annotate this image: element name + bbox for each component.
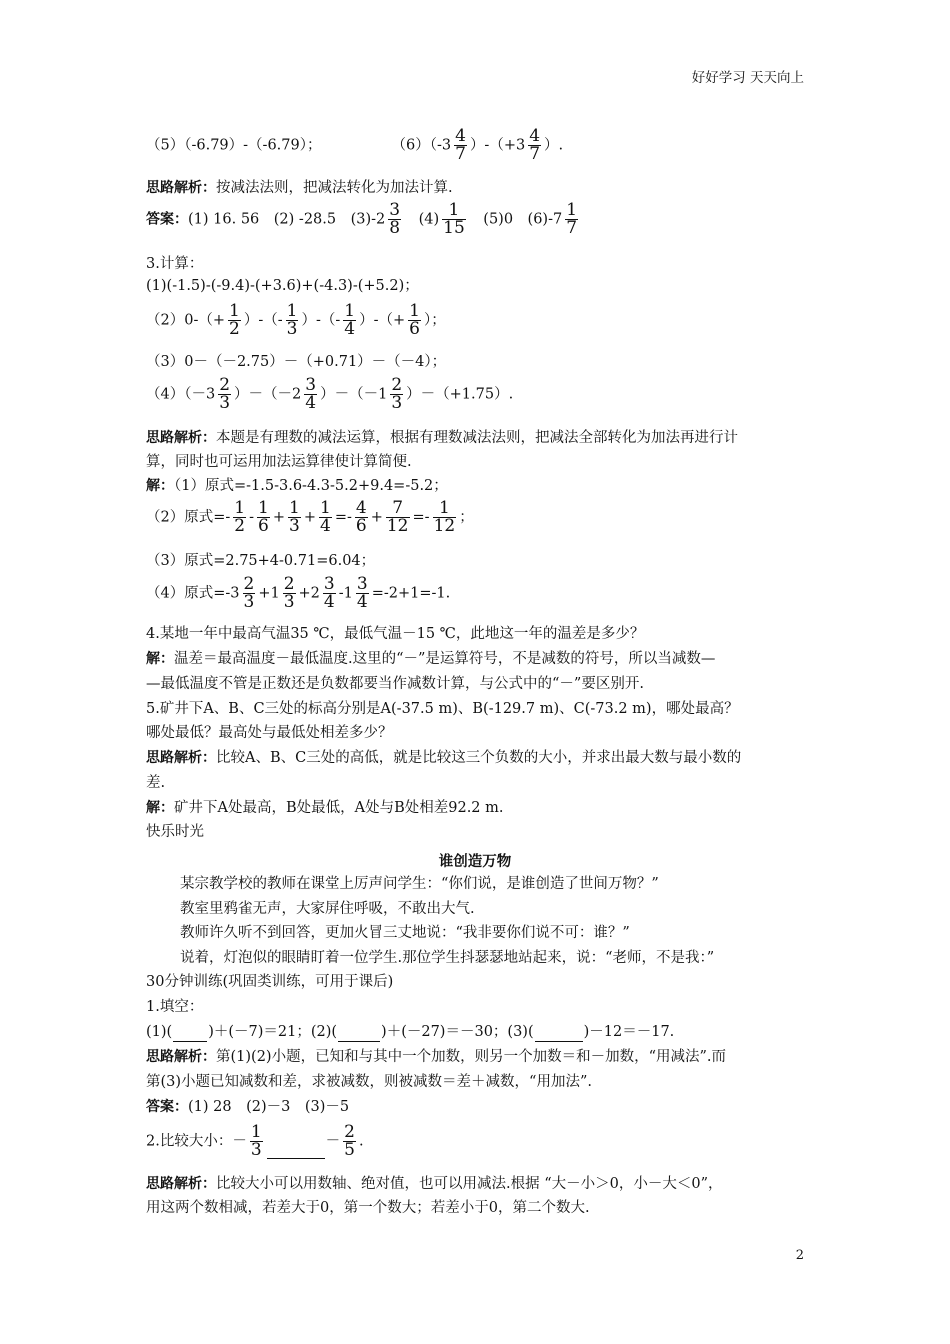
story-paragraph-1: 某宗教学校的教师在课堂上厉声问学生：“你们说，是谁创造了世间万物？” <box>180 876 659 892</box>
analysis-line-cont: 差. <box>146 775 166 791</box>
question-5: 5.矿井下A、B、C三处的标高分别是A(-37.5 m)、B(-129.7 m)、C(-73.2 m)，哪处最高？ <box>146 701 739 717</box>
training-q1-blanks: (1)( )＋(－7)＝21；(2)( )＋(－27)＝－30；(3)( )－12＝－17. <box>146 1024 675 1040</box>
question-3-line-2: （2）0-（+ $\frac{1}{2}$ ）-（- $\frac{1}{3}$ ）-（- $\frac{1}{4}$ ）-（+ $\frac{1}{6}$ ）； <box>146 301 446 339</box>
solution-line: 解：矿井下A处最高，B处最低，A处与B处相差92.2 m. <box>146 800 504 816</box>
section-heading: 快乐时光 <box>146 824 204 840</box>
training-q2: 2.比较大小：－ $\frac{1}{3}$ － $\frac{2}{5}$ . <box>146 1122 364 1160</box>
analysis-line: 思路解析：本题是有理数的减法运算，根据有理数减法法则，把减法全部转化为加法再进行计 <box>146 430 738 446</box>
question-3-title: 3.计算： <box>146 256 204 272</box>
question-4: 4.某地一年中最高气温35 ℃，最低气温－15 ℃，此地这一年的温差是多少？ <box>146 626 645 642</box>
solution-line-3: （3）原式=2.75+4-0.71=6.04； <box>146 553 376 569</box>
question-5-cont: 哪处最低？最高处与最低处相差多少？ <box>146 725 393 741</box>
story-paragraph-2: 教室里鸦雀无声，大家屏住呼吸，不敢出大气. <box>180 901 475 917</box>
story-paragraph-3: 教师许久听不到回答，更加火冒三丈地说：“我非要你们说不可：谁？” <box>180 925 630 941</box>
story-paragraph-4: 说着，灯泡似的眼睛盯着一位学生.那位学生抖瑟瑟地站起来，说：“老师，不是我：” <box>180 950 715 966</box>
solution-line-2: （2）原式=- $\frac{1}{2}$ - $\frac{1}{6}$ + $\frac{1}{3}$ + $\frac{1}{4}$ =- $\frac{4}{6}$ + $\frac{7}{12}$ =- $\frac{1}{12}$ ； <box>146 498 474 536</box>
fraction: $\frac{1}{7}$ <box>566 200 578 238</box>
fraction: $\frac{4}{7}$ <box>529 126 541 164</box>
training-heading: 30分钟训练(巩固类训练，可用于课后) <box>146 974 394 990</box>
solution-line: 解：温差＝最高温度－最低温度.这里的“－”是运算符号，不是减数的符号，所以当减数— <box>146 651 716 667</box>
solution-line-4: （4）原式=-3 $\frac{2}{3}$ +1 $\frac{2}{3}$ +2 $\frac{3}{4}$ -1 $\frac{3}{4}$ =-2+1=-1. <box>146 574 451 612</box>
question-3-line-1: (1)(-1.5)-(-9.4)-(+3.6)+(-4.3)-(+5.2)； <box>146 278 419 294</box>
blank-field[interactable] <box>535 1025 583 1042</box>
analysis-line-cont: 算，同时也可运用加法运算律使计算简便. <box>146 454 412 470</box>
fraction: $\frac{3}{8}$ <box>389 200 401 238</box>
blank-field[interactable] <box>338 1025 380 1042</box>
analysis-line-cont: 第(3)小题已知减数和差，求被减数，则被减数＝差＋减数，“用加法”. <box>146 1074 592 1090</box>
analysis-line: 思路解析：比较A、B、C三处的高低，就是比较这三个负数的大小，并求出最大数与最小数的 <box>146 750 742 766</box>
analysis-line: 思路解析：第(1)(2)小题，已知和与其中一个加数，则另一个加数＝和－加数，“用减法”.而 <box>146 1049 727 1065</box>
story-title: 谁创造万物 <box>438 854 512 870</box>
analysis-line: 思路解析：比较大小可以用数轴、绝对值，也可以用减法.根据 “大－小＞0，小－大＜0”， <box>146 1176 723 1192</box>
answer-line: 答案：(1) 28 (2)－3 (3)－5 <box>146 1099 350 1115</box>
training-q1-title: 1.填空： <box>146 999 204 1015</box>
analysis-line-cont: 用这两个数相减，若差大于0，第一个数大；若差小于0，第二个数大. <box>146 1200 590 1216</box>
solution-line-cont: —最低温度不管是正数还是负数都要当作减数计算，与公式中的“－”要区别开. <box>146 676 644 692</box>
blank-field[interactable] <box>173 1025 207 1042</box>
page-header: 好好学习 天天向上 <box>691 70 804 86</box>
page-number: 2 <box>795 1248 804 1263</box>
exercise-line-5-6: （5）（-6.79）-（-6.79）； （6）（-3 $\frac{4}{7}$ ）-（+3 $\frac{4}{7}$ ）. <box>146 126 564 164</box>
question-3-line-3: （3）0－（－2.75）－（+0.71）－（－4）； <box>146 354 447 370</box>
question-3-line-4: （4）（－3 $\frac{2}{3}$ ）－（－2 $\frac{3}{4}$ ）－（－1 $\frac{2}{3}$ ）－（+1.75）. <box>146 375 514 413</box>
answer-line: 答案：(1) 16. 56 (2) -28.5 (3)-2 $\frac{3}{8}$ (4) $\frac{1}{15}$ (5)0 (6)-7 $\frac{1}{7}$ <box>146 200 578 238</box>
fraction: $\frac{1}{15}$ <box>443 200 465 238</box>
blank-field[interactable] <box>267 1142 325 1159</box>
analysis-line: 思路解析：按减法法则，把减法转化为加法计算. <box>146 180 453 196</box>
fraction: $\frac{4}{7}$ <box>455 126 466 164</box>
solution-line-1: 解：（1）原式=-1.5-3.6-4.3-5.2+9.4=-5.2； <box>146 478 448 494</box>
